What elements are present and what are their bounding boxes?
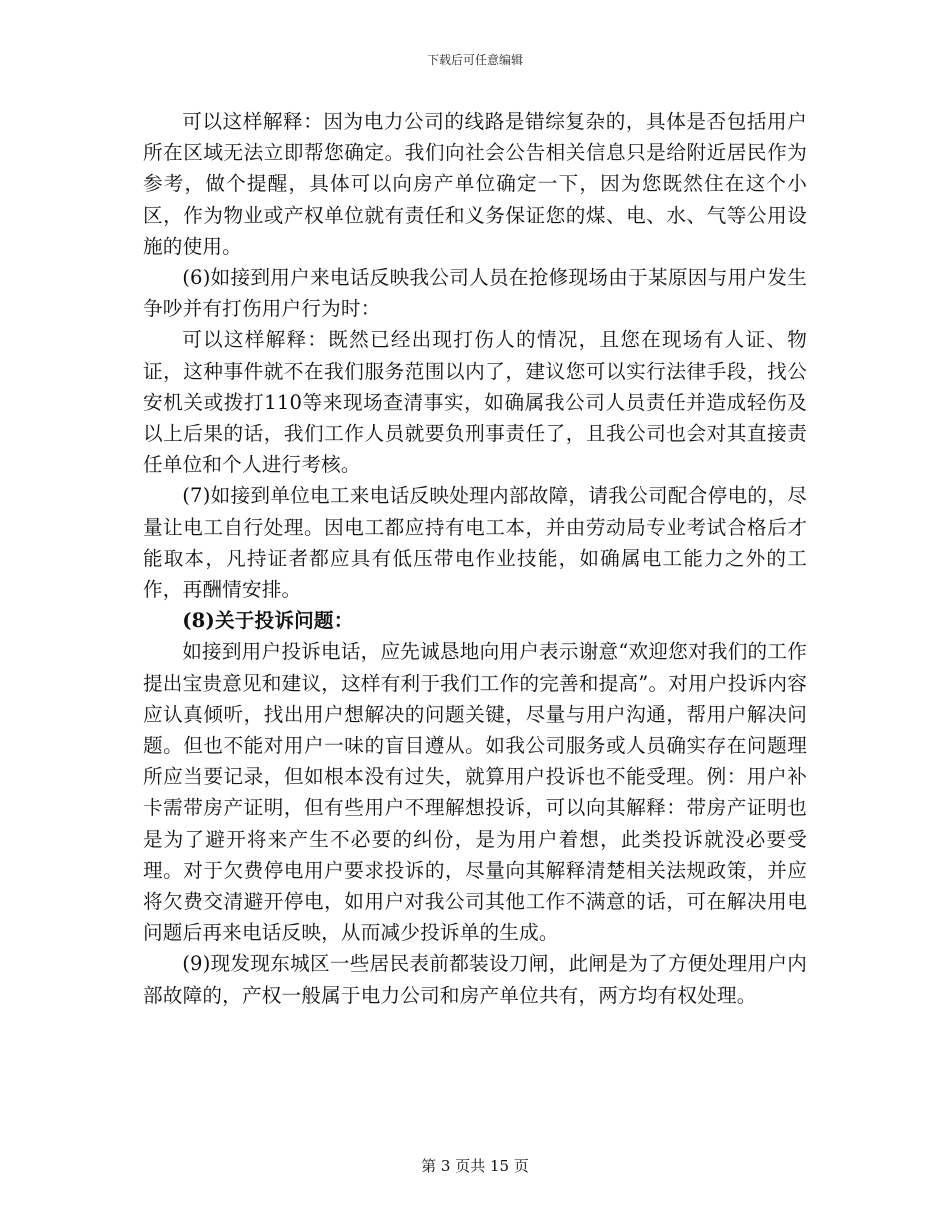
document-body	[143, 106, 807, 1011]
paragraph-complaints: 如接到用户投诉电话，应先诚恳地向用户表示谢意“欢迎您对我们的工作提出宝贵意见和建议，这样有利于我们工作的完善和提高”。对用户投诉内容应认真倾听，找出用户想解决的问题关键，尽量与用户沟通，帮用户解决问题。但也不能对用户一味的盲目遵从。如我公司服务或人员确实存在问题理所应当要记录，但如根本没有过失，就算用户投诉也不能受理。例：用户补卡需带房产证明，但有些用户不理解想投诉，可以向其解释：带房产证明也是为了避开将来产生不必要的纠份，是为用户着想，此类投诉就没必要受理。对于欠费停电用户要求投诉的，尽量向其解释清楚相关法规政策，并应将欠费交清避开停电，如用户对我公司其他工作不满意的话，可在解决用电问题后再来电话反映，从而减少投诉单的生成。	[143, 640, 807, 945]
paragraph-item-9: (9)现发现东城区一些居民表前都装设刀闸，此闸是为了方便处理用户内部故障的，产权一般属于电力公司和房产单位共有，两方均有权处理。	[143, 952, 807, 1007]
page-footer: 第 3 页共 15 页	[421, 1157, 529, 1175]
paragraph-item-6: (6)如接到用户来电话反映我公司人员在抢修现场由于某原因与用户发生争吵并有打伤用户行为时：	[143, 266, 807, 321]
paragraph-explanation-1: 可以这样解释：因为电力公司的线路是错综复杂的，具体是否包括用户所在区域无法立即帮您确定。我们向社会公告相关信息只是给附近居民作为参考，做个提醒，具体可以向房产单位确定一下，因为您既然住在这个小区，作为物业或产权单位就有责任和义务保证您的煤、电、水、气等公用设施的使用。	[143, 110, 807, 258]
paragraph-explanation-2: 可以这样解释：既然已经出现打伤人的情况，且您在现场有人证、物证，这种事件就不在我们服务范围以内了，建议您可以实行法律手段，找公安机关或拨打110等来现场查清事实，如确属我公司人员责任并造成轻伤及以上后果的话，我们工作人员就要负刑事责任了，且我公司也会对其直接责任单位和个人进行考核。	[143, 328, 807, 477]
heading-item-8: (8)关于投诉问题：	[182, 609, 354, 633]
paragraph-item-7: (7)如接到单位电工来电话反映处理内部故障，请我公司配合停电的，尽量让电工自行处理。因电工都应持有电工本，并由劳动局专业考试合格后才能取本，凡持证者都应具有低压带电作业技能，如确属电工能力之外的工作，再酬情安排。	[143, 484, 807, 602]
page-header: 下载后可任意编辑	[426, 53, 523, 67]
